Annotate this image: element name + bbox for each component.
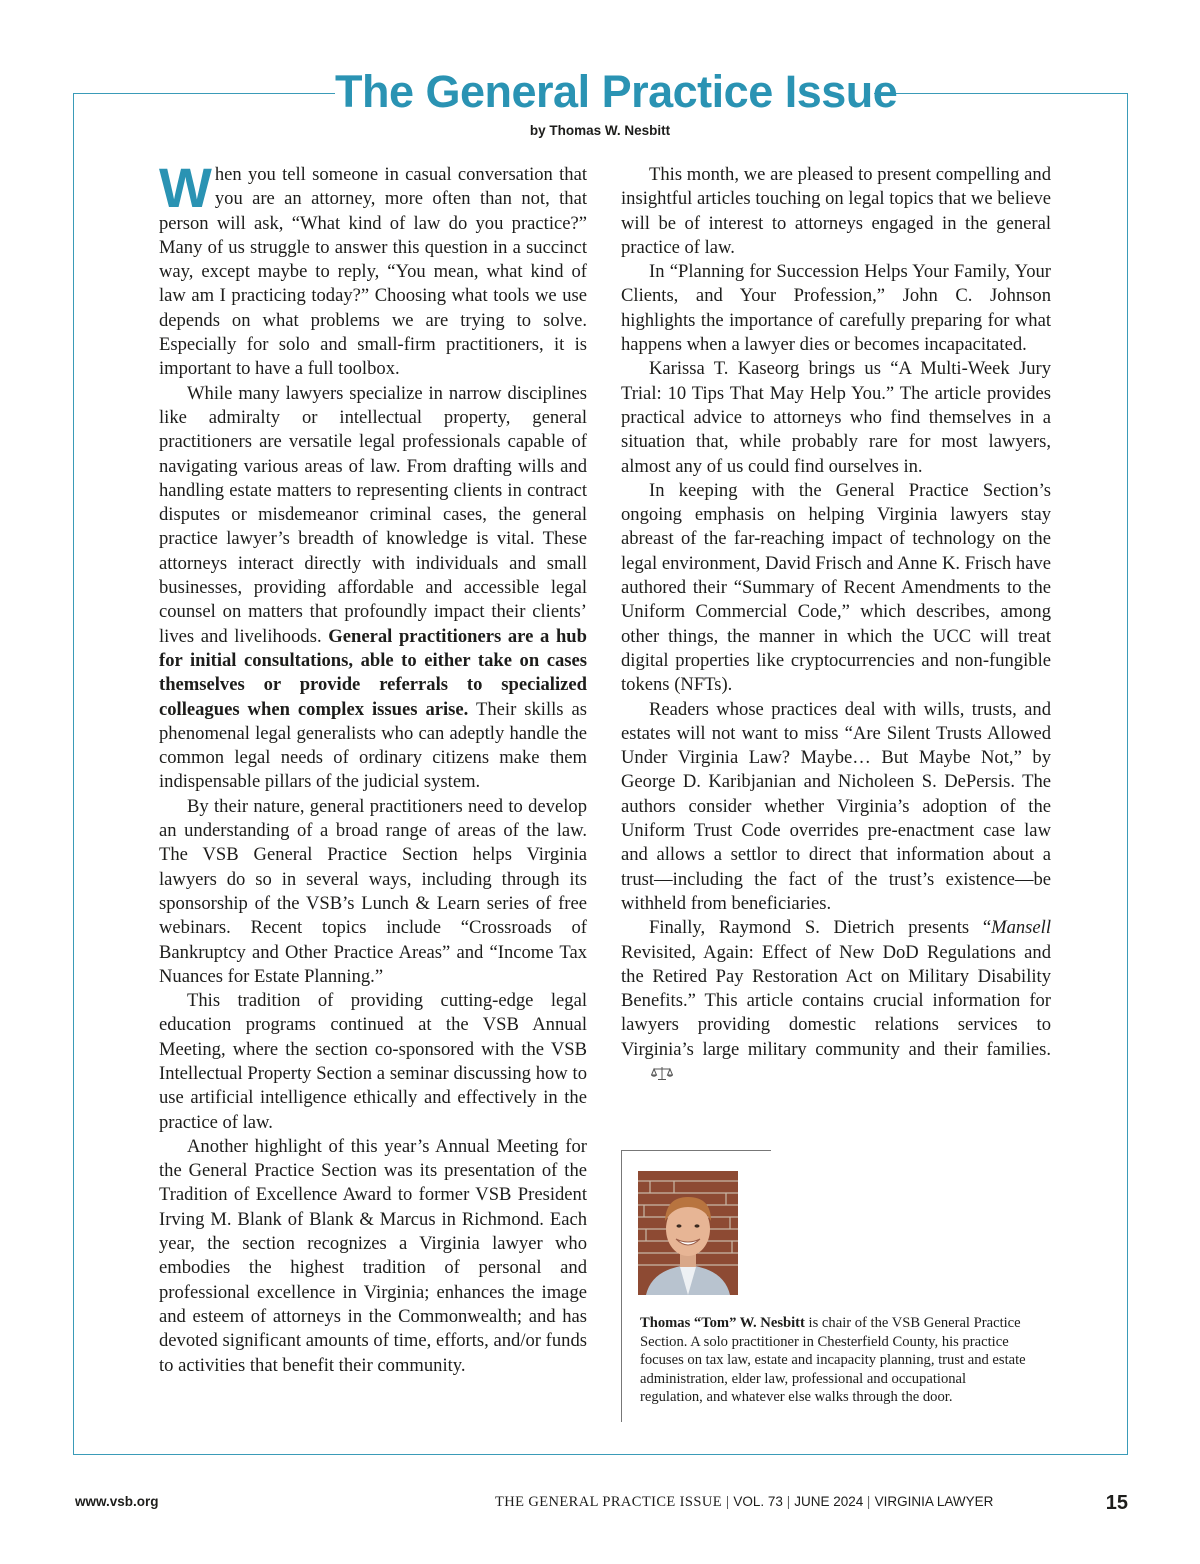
paragraph-1-text: hen you tell someone in casual conversation that you are an attorney, more often than not, that person will ask, “What kind of law do you practice?” Many of us struggle to answer this question in a succinct way, except maybe to reply, “You mean, what kind of law am I practicing today?” Choosing what tools we use depends on what problems we are trying to solve. Especially for solo and small-firm practitioners, it is important to have a full toolbox. xyxy=(159,164,587,380)
paragraph-11-start: Finally, Raymond S. Dietrich presents “ xyxy=(649,917,992,939)
paragraph-11-end: Revisited, Again: Effect of New DoD Regulations and the Retired Pay Restoration Act on Military Disability Benefits.” This article contains crucial information for lawyers providing domestic relations services to Virginia’s large military community and their families. xyxy=(621,941,1051,1060)
paragraph-11 xyxy=(621,916,1051,1088)
scales-of-justice-icon xyxy=(623,1064,673,1088)
paragraph-6: This month, we are pleased to present compelling and insightful articles touching on legal topics that we believe will be of interest to attorneys engaged in the general practice of law. xyxy=(621,164,1051,258)
paragraph-10: Readers whose practices deal with wills, trusts, and estates will not want to miss “Are Silent Trusts Allowed Under Virginia Law? Maybe… But Maybe Not,” by George D. Karibjanian and Nicholeen S. DePersis. The authors consider whether Virginia’s adoption of the Uniform Trust Code overrides pre-enactment case law and allows a settlor to direct that information about a trust—including the fact of the trust’s existence—be withheld from beneficiaries. xyxy=(621,698,1051,914)
left-column xyxy=(159,156,588,1378)
footer-date: JUNE 2024 xyxy=(794,1494,864,1509)
author-bio-text xyxy=(640,1314,1032,1407)
paragraph-9: In keeping with the General Practice Section’s ongoing emphasis on helping Virginia lawyers stay abreast of the far-reaching impact of technology on the legal environment, David Frisch and Anne K. Frisch have authored their “Summary of Recent Amendments to the Uniform Commercial Code,” which describes, among other things, the manner in which the UCC will treat digital properties like cryptocurrencies and non-fungible tokens (NFTs). xyxy=(621,479,1051,696)
right-column xyxy=(621,163,1051,1088)
drop-cap: W xyxy=(159,156,212,219)
frame-top-rule-right xyxy=(874,93,1128,94)
article-title: The General Practice Issue xyxy=(335,66,898,117)
paragraph-7: In “Planning for Succession Helps Your Family, Your Clients, and Your Profession,” John C. Johnson highlights the importance of carefully preparing for what happens when a lawyer dies or becomes incapacitated. xyxy=(621,261,1051,356)
paragraph-2-text-a: While many lawyers specialize in narrow disciplines like admiralty or intellectual property, general practitioners are versatile legal professionals capable of navigating various areas of law. From drafting wills and handling estate matters to representing clients in contract disputes or misdemeanor criminal cases, the general practice lawyer’s breadth of knowledge is vital. These attorneys interact directly with individuals and small businesses, providing affordable and accessible legal counsel on matters that profoundly impact their clients’ lives and livelihoods. xyxy=(159,382,587,647)
footer-publication: VIRGINIA LAWYER xyxy=(874,1494,994,1509)
paragraph-2-text-b: Their skills as phenomenal legal generalists who can adeptly handle the common legal needs of ordinary citizens make them indispensable pillars of the judicial system. xyxy=(159,698,588,793)
footer-volume: VOL. 73 xyxy=(733,1494,783,1509)
paragraph-11-italic: Mansell xyxy=(991,917,1051,939)
paragraph-5: Another highlight of this year’s Annual Meeting for the General Practice Section was its presentation of the Tradition of Excellence Award to former VSB President Irving M. Blank of Blank & Marcus in Richmond. Each year, the section recognizes a Virginia lawyer who embodies the highest tradition of personal and professional excellence in Virginia; enhances the image and esteem of attorneys in the Commonwealth; and has devoted significant amounts of time, efforts, and/or funds to activities that benefit their community. xyxy=(159,1135,587,1376)
frame-top-rule-left xyxy=(73,93,335,94)
footer-url: www.vsb.org xyxy=(75,1494,159,1509)
byline: by Thomas W. Nesbitt xyxy=(529,123,671,138)
page-number: 15 xyxy=(1105,1492,1128,1514)
paragraph-2-bold: General practitioners are a hub for initial consultations, able to either take on cases themselves or provide referrals to specialized colleagues when complex issues arise. xyxy=(159,625,587,720)
author-photo xyxy=(638,1171,738,1295)
paragraph-2 xyxy=(159,382,587,795)
author-bio-name: Thomas “Tom” W. Nesbitt xyxy=(640,1315,805,1331)
paragraph-4: This tradition of providing cutting-edge legal education programs continued at the VSB Annual Meeting, where the section co-sponsored with the VSB Intellectual Property Section a seminar discussing how to use artificial intelligence ethically and effectively in the practice of law. xyxy=(159,990,587,1133)
paragraph-3: By their nature, general practitioners need to develop an understanding of a broad range of areas of the law. The VSB General Practice Section helps Virginia lawyers do so in several ways, including through its sponsorship of the VSB’s Lunch & Learn series of free webinars. Recent topics include “Crossroads of Bankruptcy and Other Practice Areas” and “Income Tax Nuances for Estate Planning.” xyxy=(159,795,587,987)
footer-running-title: THE GENERAL PRACTICE ISSUE | VOL. 73 | JUNE 2024 | VIRGINIA LAWYER xyxy=(495,1494,994,1510)
paragraph-1 xyxy=(159,156,587,382)
footer-issue: THE GENERAL PRACTICE ISSUE xyxy=(495,1494,722,1510)
author-bio-description: is chair of the VSB General Practice Section. A solo practitioner in Chesterfield County, his practice focuses on tax law, estate and incapacity planning, trust and estate administration, elder law, professional and occupational regulation, and whatever else walks through the door. xyxy=(640,1315,1026,1406)
paragraph-8: Karissa T. Kaseorg brings us “A Multi-Week Jury Trial: 10 Tips That May Help You.” The article provides practical advice to attorneys who find themselves in a situation that, while probably rare for most lawyers, almost any of us could find ourselves in. xyxy=(621,358,1051,477)
